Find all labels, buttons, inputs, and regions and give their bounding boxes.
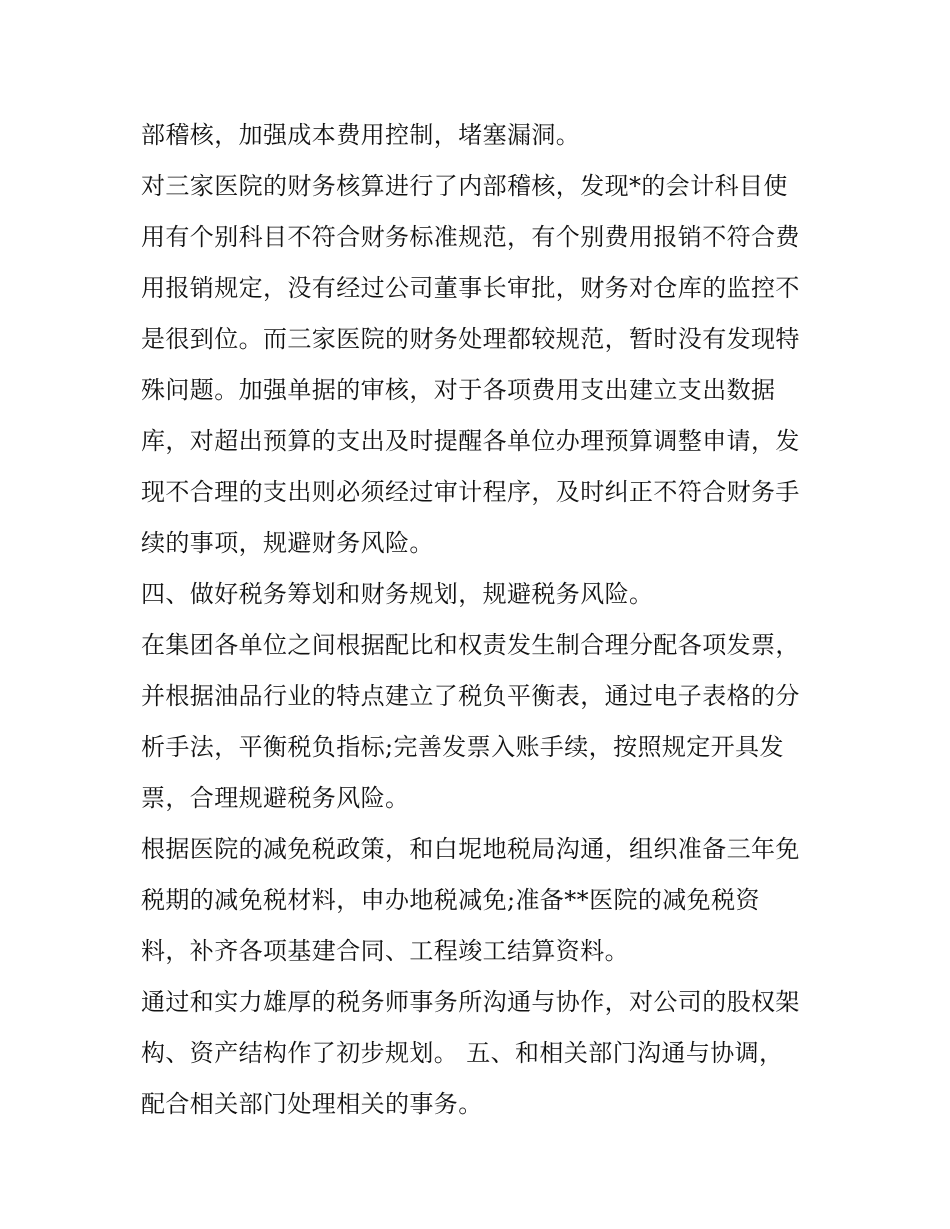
text-line: 配合相关部门处理相关的事务。 bbox=[141, 1090, 483, 1118]
text-line: 现不合理的支出则必须经过审计程序，及时纠正不符合财务手 bbox=[141, 478, 800, 506]
text-line: 根据医院的减免税政策，和白坭地税局沟通，组织准备三年免 bbox=[141, 835, 800, 863]
text-line: 料，补齐各项基建合同、工程竣工结算资料。 bbox=[141, 937, 629, 965]
section-heading: 四、做好税务筹划和财务规划，规避税务风险。 bbox=[141, 580, 654, 608]
text-line: 殊问题。加强单据的审核，对于各项费用支出建立支出数据 bbox=[141, 376, 776, 404]
text-line: 用报销规定，没有经过公司董事长审批，财务对仓库的监控不 bbox=[141, 274, 800, 302]
text-line: 是很到位。而三家医院的财务处理都较规范，暂时没有发现特 bbox=[141, 325, 800, 353]
text-line: 税期的减免税材料，申办地税减免;准备**医院的减免税资 bbox=[141, 886, 760, 914]
text-line: 票，合理规避税务风险。 bbox=[141, 784, 410, 812]
text-line: 库，对超出预算的支出及时提醒各单位办理预算调整申请，发 bbox=[141, 427, 800, 455]
text-line: 并根据油品行业的特点建立了税负平衡表，通过电子表格的分 bbox=[141, 682, 800, 710]
text-line: 构、资产结构作了初步规划。 五、和相关部门沟通与协调， bbox=[141, 1039, 784, 1067]
text-line: 对三家医院的财务核算进行了内部稽核，发现*的会计科目使 bbox=[141, 172, 788, 200]
document-body bbox=[141, 110, 821, 1130]
text-line: 续的事项，规避财务风险。 bbox=[141, 529, 434, 557]
text-line: 在集团各单位之间根据配比和权责发生制合理分配各项发票， bbox=[141, 631, 800, 659]
text-line: 析手法，平衡税负指标;完善发票入账手续，按照规定开具发 bbox=[141, 733, 784, 761]
text-line: 部稽核，加强成本费用控制，堵塞漏洞。 bbox=[141, 121, 581, 149]
text-line: 用有个别科目不符合财务标准规范，有个别费用报销不符合费 bbox=[141, 223, 800, 251]
text-line: 通过和实力雄厚的税务师事务所沟通与协作，对公司的股权架 bbox=[141, 988, 800, 1016]
